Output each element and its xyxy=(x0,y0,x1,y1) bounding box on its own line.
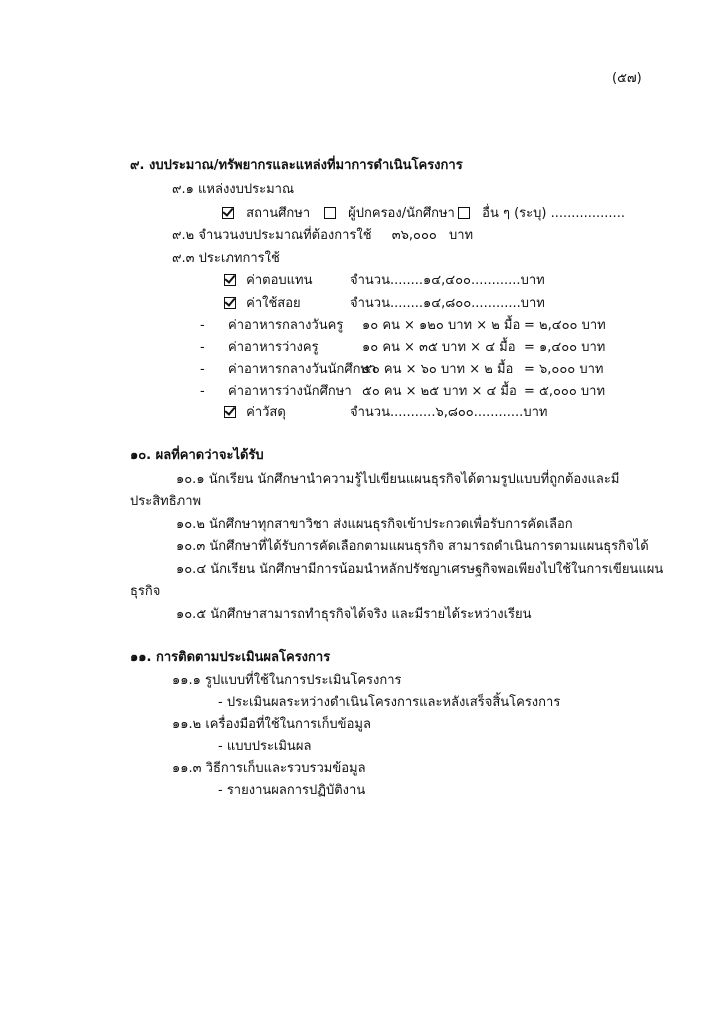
meal-item-calc: ๑๐ คน × ๑๒๐ บาท × ๒ มื้อ xyxy=(362,318,521,333)
expected-result-continuation: ธุรกิจ xyxy=(130,584,161,599)
section-9-1-label: ๙.๑ แหล่งงบประมาณ xyxy=(172,182,295,197)
checkbox-empty-icon xyxy=(324,207,336,219)
checkbox-empty-icon xyxy=(458,207,470,219)
section-9-2-line xyxy=(172,227,473,245)
meal-item-total: = ๑,๔๐๐ บาท xyxy=(524,340,606,355)
option-label: สถานศึกษา xyxy=(246,206,311,221)
section-11-heading: ๑๑. การติดตามประเมินผลโครงการ xyxy=(130,650,331,665)
budget-source-option xyxy=(222,205,310,223)
expense-category-expenses xyxy=(224,295,301,313)
category-label: ค่าวัสดุ xyxy=(246,405,286,420)
meal-item-name: ค่าอาหารว่างครู xyxy=(228,340,319,355)
meal-item-name: ค่าอาหารกลางวันนักศึกษา xyxy=(228,362,377,377)
category-label: ค่าตอบแทน xyxy=(246,273,313,288)
meal-item-total: = ๕,๐๐๐ บาท xyxy=(524,384,606,399)
budget-unit: บาท xyxy=(448,228,474,243)
evaluation-subitem: - แบบประเมินผล xyxy=(218,739,312,754)
section-9-heading: ๙. งบประมาณ/ทรัพยากรและแหล่งที่มาการดำเนินโครงการ xyxy=(130,158,463,173)
meal-item-dash: - xyxy=(200,362,205,377)
checkbox-checked-icon xyxy=(224,406,236,418)
section-9-3-label: ๙.๓ ประเภทการใช้ xyxy=(172,251,280,266)
meal-item-calc: ๕๐ คน × ๒๕ บาท × ๔ มื้อ xyxy=(362,384,517,399)
expected-result-continuation: ประสิทธิภาพ xyxy=(130,494,202,509)
evaluation-item: ๑๑.๑ รูปแบบที่ใช้ในการประเมินโครงการ xyxy=(172,673,402,688)
budget-source-option xyxy=(458,205,625,223)
meal-item-total: = ๖,๐๐๐ บาท xyxy=(524,362,604,377)
expense-category-materials xyxy=(224,404,286,422)
meal-item-dash: - xyxy=(200,384,205,399)
section-10-heading: ๑๐. ผลที่คาดว่าจะได้รับ xyxy=(130,448,264,463)
option-label: อื่น ๆ (ระบุ) .................. xyxy=(482,206,625,221)
expected-result-item: ๑๐.๒ นักศึกษาทุกสาขาวิชา ส่งแผนธุรกิจเข้าประกวดเพื่อรับการคัดเลือก xyxy=(176,517,573,532)
meal-item-calc: ๕๐ คน × ๖๐ บาท × ๒ มื้อ xyxy=(362,362,514,377)
expected-result-item: ๑๐.๔ นักเรียน นักศึกษามีการน้อมนำหลักปรัชญาเศรษฐกิจพอเพียงไปใช้ในการเขียนแผน xyxy=(176,562,664,577)
meal-item-name: ค่าอาหารกลางวันครู xyxy=(228,318,344,333)
meal-item-calc: ๑๐ คน × ๓๕ บาท × ๔ มื้อ xyxy=(362,340,516,355)
budget-amount: ๓๖,๐๐๐ xyxy=(391,228,437,243)
evaluation-item: ๑๑.๓ วิธีการเก็บและรวบรวมข้อมูล xyxy=(172,761,366,776)
budget-source-option xyxy=(324,205,455,223)
checkbox-checked-icon xyxy=(222,207,234,219)
expense-category-compensation xyxy=(224,272,312,290)
category-amount: จำนวน........๑๔,๘๐๐............บาท xyxy=(350,296,545,311)
checkbox-checked-icon xyxy=(224,274,236,286)
meal-item-total: = ๒,๔๐๐ บาท xyxy=(524,318,606,333)
checkbox-checked-icon xyxy=(224,297,236,309)
section-9-2-label: ๙.๒ จำนวนงบประมาณที่ต้องการใช้ xyxy=(172,228,372,243)
expected-result-item: ๑๐.๓ นักศึกษาที่ได้รับการคัดเลือกตามแผนธุรกิจ สามารถดำเนินการตามแผนธุรกิจได้ xyxy=(176,539,649,554)
expected-result-item: ๑๐.๑ นักเรียน นักศึกษานำความรู้ไปเขียนแผนธุรกิจได้ตามรูปแบบที่ถูกต้องและมี xyxy=(176,472,620,487)
meal-item-name: ค่าอาหารว่างนักศึกษา xyxy=(228,384,352,399)
evaluation-subitem: - ประเมินผลระหว่างดำเนินโครงการและหลังเสร็จสิ้นโครงการ xyxy=(218,695,561,710)
category-amount: จำนวน...........๖,๘๐๐............บาท xyxy=(350,405,548,420)
option-label: ผู้ปกครอง/นักศึกษา xyxy=(348,206,455,221)
category-label: ค่าใช้สอย xyxy=(246,296,301,311)
meal-item-dash: - xyxy=(200,318,205,333)
category-amount: จำนวน........๑๔,๔๐๐............บาท xyxy=(350,273,545,288)
page-number: (๕๗) xyxy=(612,71,642,86)
expected-result-item: ๑๐.๕ นักศึกษาสามารถทำธุรกิจได้จริง และมีรายได้ระหว่างเรียน xyxy=(176,607,532,622)
evaluation-item: ๑๑.๒ เครื่องมือที่ใช้ในการเก็บข้อมูล xyxy=(172,717,371,732)
meal-item-dash: - xyxy=(200,340,205,355)
evaluation-subitem: - รายงานผลการปฏิบัติงาน xyxy=(218,783,366,798)
